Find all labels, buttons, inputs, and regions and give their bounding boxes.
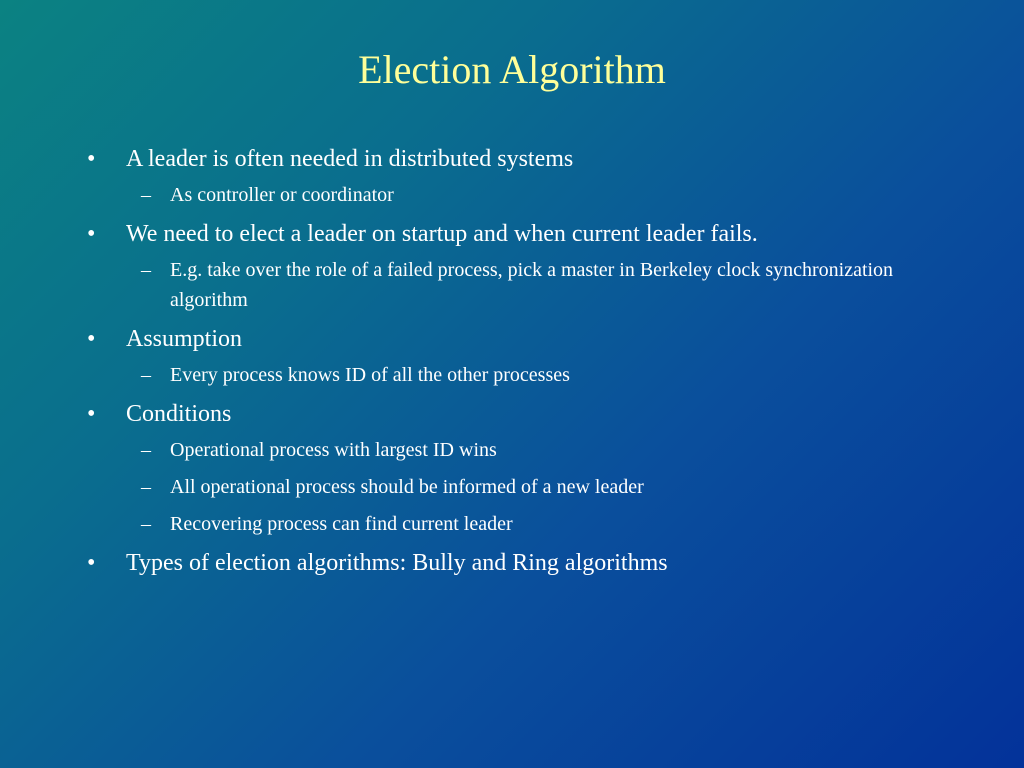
- sub-bullet-text: Every process knows ID of all the other processes: [170, 364, 570, 386]
- sub-bullet-marker: –: [141, 476, 151, 498]
- bullet-text: We need to elect a leader on startup and when current leader fails.: [126, 221, 758, 247]
- sub-bullet-item: [0, 255, 1024, 315]
- sub-bullet-marker: –: [141, 364, 151, 386]
- bullet-marker: •: [87, 401, 96, 427]
- sub-bullet-item: [0, 435, 1024, 465]
- bullet-item: [0, 142, 1024, 176]
- bullet-item: [0, 397, 1024, 431]
- sub-bullet-list: [0, 180, 1024, 210]
- sub-bullet-text: Recovering process can find current leader: [170, 513, 513, 535]
- sub-bullet-text: E.g. take over the role of a failed process, pick a master in Berkeley clock synchronization algorithm: [170, 259, 894, 311]
- sub-bullet-marker: –: [141, 513, 151, 535]
- sub-bullet-text: All operational process should be informed of a new leader: [170, 476, 644, 498]
- bullet-item: [0, 322, 1024, 356]
- bullet-marker: •: [87, 326, 96, 352]
- sub-bullet-item: [0, 180, 1024, 210]
- bullet-item: [0, 217, 1024, 251]
- bullet-marker: •: [87, 146, 96, 172]
- bullet-marker: •: [87, 221, 96, 247]
- bullet-text: A leader is often needed in distributed systems: [126, 146, 574, 172]
- sub-bullet-item: [0, 360, 1024, 390]
- sub-bullet-list: [0, 255, 1024, 315]
- bullet-text: Conditions: [126, 401, 232, 427]
- slide-title: Election Algorithm: [358, 47, 666, 92]
- bullet-marker: •: [87, 550, 96, 576]
- sub-bullet-marker: –: [141, 259, 151, 281]
- bullet-text: Types of election algorithms: Bully and Ring algorithms: [126, 550, 668, 576]
- sub-bullet-list: [0, 435, 1024, 539]
- sub-bullet-text: Operational process with largest ID wins: [170, 439, 497, 461]
- sub-bullet-marker: –: [141, 184, 151, 206]
- sub-bullet-text: As controller or coordinator: [170, 184, 394, 206]
- sub-bullet-item: [0, 472, 1024, 502]
- bullet-text: Assumption: [126, 326, 243, 352]
- sub-bullet-marker: –: [141, 439, 151, 461]
- sub-bullet-item: [0, 509, 1024, 539]
- bullet-item: [0, 546, 1024, 580]
- sub-bullet-list: [0, 360, 1024, 390]
- bullet-list: [0, 142, 1024, 584]
